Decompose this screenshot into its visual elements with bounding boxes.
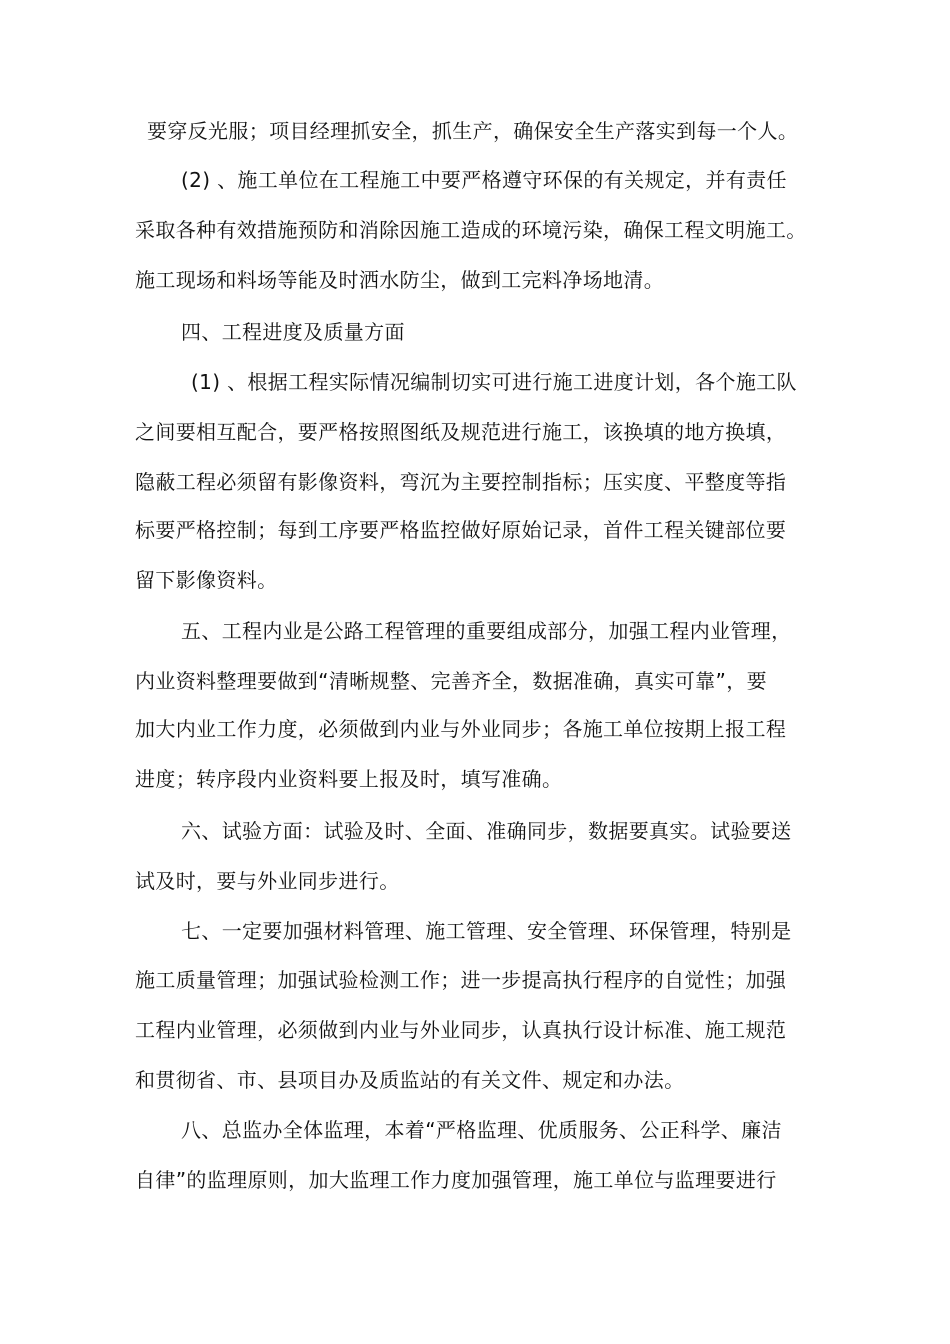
text-line: 自律”的监理原则，加大监理工作力度加强管理，施工单位与监理要进行 — [135, 1168, 777, 1192]
text-line: (2) 、施工单位在工程施工中要严格遵守环保的有关规定，并有责任 — [181, 168, 787, 192]
section-heading: 四、工程进度及质量方面 — [181, 320, 405, 344]
text-line: 内业资料整理要做到“清晰规整、完善齐全，数据准确，真实可靠”，要 — [135, 669, 767, 693]
text-line: 留下影像资料。 — [135, 568, 278, 592]
text-line: 进度；转序段内业资料要上报及时，填写准确。 — [135, 767, 563, 791]
text-line: 之间要相互配合，要严格按照图纸及规范进行施工，该换填的地方换填， — [135, 420, 787, 444]
text-line: 施工现场和料场等能及时洒水防尘，做到工完料净场地清。 — [135, 268, 665, 292]
text-line: 八、总监办全体监理，本着“严格监理、优质服务、公正科学、廉洁 — [181, 1118, 782, 1142]
text-line: 加大内业工作力度，必须做到内业与外业同步；各施工单位按期上报工程 — [135, 717, 787, 741]
text-line: 标要严格控制；每到工序要严格监控做好原始记录，首件工程关键部位要 — [135, 518, 787, 542]
text-line: 试及时，要与外业同步进行。 — [135, 869, 400, 893]
text-line: 七、一定要加强材料管理、施工管理、安全管理、环保管理，特别是 — [181, 919, 792, 943]
text-line: 施工质量管理；加强试验检测工作；进一步提高执行程序的自觉性；加强 — [135, 968, 787, 992]
text-line: 工程内业管理，必须做到内业与外业同步，认真执行设计标准、施工规范 — [135, 1018, 787, 1042]
text-line: 五、工程内业是公路工程管理的重要组成部分，加强工程内业管理， — [181, 619, 792, 643]
text-line: 要穿反光服；项目经理抓安全，抓生产，确保安全生产落实到每一个人。 — [147, 119, 799, 143]
text-line: 隐蔽工程必须留有影像资料，弯沉为主要控制指标；压实度、平整度等指 — [135, 470, 787, 494]
text-line: 和贯彻省、市、县项目办及质监站的有关文件、规定和办法。 — [135, 1068, 685, 1092]
text-line: 采取各种有效措施预防和消除因施工造成的环境污染，确保工程文明施工。 — [135, 218, 807, 242]
text-line: (1) 、根据工程实际情况编制切实可进行施工进度计划，各个施工队 — [191, 370, 797, 394]
text-line: 六、试验方面：试验及时、全面、准确同步，数据要真实。试验要送 — [181, 819, 792, 843]
